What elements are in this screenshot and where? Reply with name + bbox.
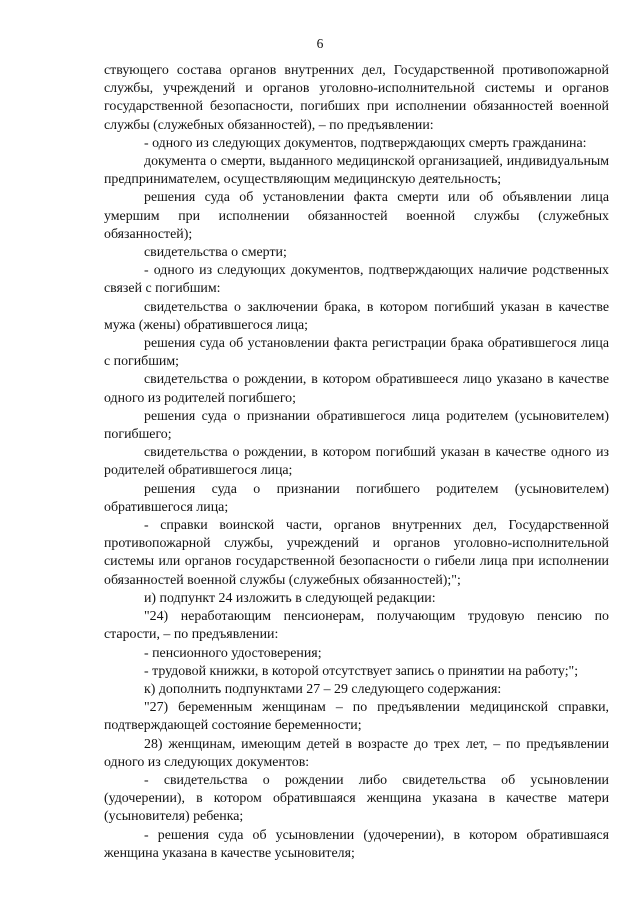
paragraph-medical-death-document: документа о смерти, выданного медицинской организацией, индивидуальным предпринимателем, осуществляющим медицинскую деятельность; [104,154,609,188]
paragraph-subitem-i: и) подпункт 24 изложить в следующей редакции: [144,590,436,606]
paragraph-death-docs-intro: - одного из следующих документов, подтверждающих смерть гражданина: [144,135,587,151]
paragraph-death-certificate: свидетельства о смерти; [144,245,287,261]
page-number: 6 [316,36,324,51]
paragraph-item-24: "24) неработающим пенсионерам, получающим трудовую пенсию по старости, – по предъявлении: [104,609,609,643]
paragraph-kinship-docs-intro: - одного из следующих документов, подтверждающих наличие родственных связей с погибшим: [104,263,609,297]
paragraph-work-record-book: - трудовой книжки, в которой отсутствует запись о принятии на работу;"; [144,663,579,679]
paragraph-item-27: "27) беременным женщинам – по предъявлении медицинской справки, подтверждающей состояние беременности; [104,700,609,734]
paragraph-subitem-k: к) дополнить подпунктами 27 – 29 следующего содержания: [144,681,502,697]
paragraph-court-adoption: - решения суда об усыновлении (удочерении), в котором обратившаяся женщина указана в качестве усыновителя; [104,827,609,861]
paragraph-item-28: 28) женщинам, имеющим детей в возрасте до трех лет, – по предъявлении одного из следующих документов: [104,736,609,770]
paragraph-court-deceased-parent: решения суда о признании погибшего родителем (усыновителем) обратившегося лица; [104,481,609,515]
paragraph-continuation: ствующего состава органов внутренних дел, Государственной противопожарной службы, учреждений и органов уголовно-исполнительной системы и органов государственной безопасности, погибших при исполнении обязанностей военной службы (служебных обязанностей), – по предъявлении: [104,63,609,133]
paragraph-birth-certificate-parent: свидетельства о рождении, в котором обратившееся лицо указано в качестве одного из родителей погибшего; [104,372,609,406]
paragraph-court-decision-death: решения суда об установлении факта смерти или об объявлении лица умершим при исполнении обязанностей военной службы (служебных обязанностей); [104,190,609,242]
document-body [104,62,609,863]
paragraph-court-marriage-fact: решения суда об установлении факта регистрации брака обратившегося лица с погибшим; [104,336,609,370]
paragraph-birth-certificate-child: свидетельства о рождении, в котором погибший указан в качестве одного из родителей обратившегося лица; [104,445,609,479]
paragraph-court-parent-recognition: решения суда о признании обратившегося лица родителем (усыновителем) погибшего; [104,408,609,443]
paragraph-military-unit-certificate: - справки воинской части, органов внутренних дел, Государственной противопожарной службы, учреждений и органов уголовно-исполнительной системы или органов государственной безопасности о гибели лица при исполнении обязанностей военной службы (служебных обязанностей);"; [104,518,609,588]
paragraph-marriage-certificate: свидетельства о заключении брака, в котором погибший указан в качестве мужа (жены) обратившегося лица; [104,299,609,333]
paragraph-adoption-certificate: - свидетельства о рождении либо свидетельства об усыновлении (удочерении), в котором обратившаяся женщина указана в качестве матери (усыновителя) ребенка; [104,772,609,825]
paragraph-pension-certificate: - пенсионного удостоверения; [144,645,322,661]
